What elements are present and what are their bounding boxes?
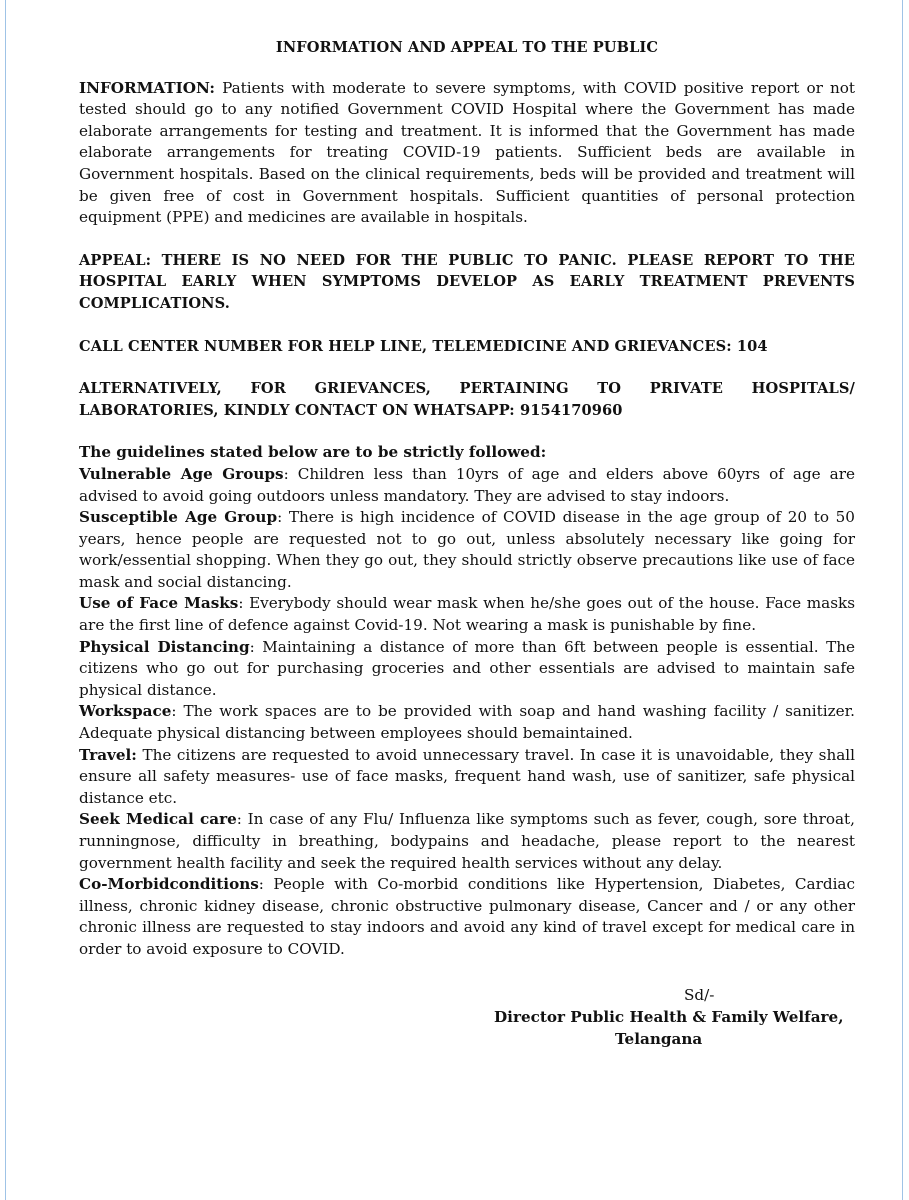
guideline-label: Susceptible Age Group <box>79 508 278 527</box>
left-margin-line <box>5 0 6 1200</box>
guideline-text: : The work spaces are to be provided with soap and hand washing facility / sanitizer. Adequate physical distancing between employees should bemaintained. <box>79 702 855 743</box>
guideline-label: Travel: <box>79 745 137 764</box>
whatsapp-paragraph: ALTERNATIVELY, FOR GRIEVANCES, PERTAINING TO PRIVATE HOSPITALS/ LABORATORIES, KINDLY CONTACT ON WHATSAPP: 9154170960 <box>79 380 855 419</box>
signature-block <box>494 984 854 1050</box>
guideline-co-morbid-conditions <box>79 874 855 960</box>
document-title: INFORMATION AND APPEAL TO THE PUBLIC <box>275 39 659 56</box>
information-label: INFORMATION: <box>79 78 215 97</box>
guidelines-section <box>79 442 855 960</box>
guideline-seek-medical-care <box>79 809 855 874</box>
guideline-label: Seek Medical care <box>79 810 237 829</box>
guideline-vulnerable-age-groups <box>79 464 855 507</box>
guideline-text: : Everybody should wear mask when he/she goes out of the house. Face masks are the first line of defence against Covid-19. Not wearing a mask is punishable by fine. <box>79 594 855 635</box>
signature-place: Telangana <box>615 1030 703 1048</box>
information-text: Patients with moderate to severe symptoms, with COVID positive report or not tested should go to any notified Government COVID Hospital where the Government has made elaborate arrangements for testing and treatment. It is informed that the Government has made elaborate arrangements for treating COVID-19 patients. Sufficient beds are available in Government hospitals. Based on the clinical requirements, beds will be provided and treatment will be given free of cost in Government hospitals. Sufficient quantities of personal protection equipment (PPE) and medicines are available in hospitals. <box>79 78 855 227</box>
guideline-label: Use of Face Masks <box>79 594 239 613</box>
call-center-paragraph: CALL CENTER NUMBER FOR HELP LINE, TELEMEDICINE AND GRIEVANCES: 104 <box>79 337 768 355</box>
right-margin-line <box>902 0 903 1200</box>
guideline-face-masks <box>79 593 855 636</box>
guideline-text: : In case of any Flu/ Influenza like symptoms such as fever, cough, sore throat, runningnose, difficulty in breathing, bodypains and headache, please report to the nearest government health facility and seek the required health services without any delay. <box>79 810 855 872</box>
signature-title: Director Public Health & Family Welfare, <box>494 1008 844 1026</box>
guidelines-heading: The guidelines stated below are to be strictly followed: <box>79 443 547 462</box>
guideline-physical-distancing <box>79 637 855 702</box>
guideline-text: : Children less than 10yrs of age and elders above 60yrs of age are advised to avoid going outdoors unless mandatory. They are advised to stay indoors. <box>79 464 855 505</box>
appeal-paragraph: APPEAL: THERE IS NO NEED FOR THE PUBLIC TO PANIC. PLEASE REPORT TO THE HOSPITAL EARLY WHEN SYMPTOMS DEVELOP AS EARLY TREATMENT PREVENTS COMPLICATIONS. <box>79 251 855 312</box>
guideline-text: : There is high incidence of COVID disease in the age group of 20 to 50 years, hence people are requested not to go out, unless absolutely necessary like going for work/essential shopping. When they go out, they should strictly observe precautions like use of face mask and social distancing. <box>79 508 855 591</box>
guideline-text: : Maintaining a distance of more than 6ft between people is essential. The citizens who go out for purchasing groceries and other essentials are advised to maintain safe physical distance. <box>79 637 855 699</box>
guideline-text: : People with Co-morbid conditions like Hypertension, Diabetes, Cardiac illness, chronic kidney disease, chronic obstructive pulmonary disease, Cancer and / or any other chronic illness are requested to stay indoors and avoid any kind of travel except for medical care in order to avoid exposure to COVID. <box>79 875 855 958</box>
signature-sd: Sd/- <box>684 986 715 1004</box>
guideline-label: Co-Morbidconditions <box>79 875 259 894</box>
guideline-text: The citizens are requested to avoid unnecessary travel. In case it is unavoidable, they shall ensure all safety measures- use of face masks, frequent hand wash, use of sanitizer, safe physical distance etc. <box>79 745 855 807</box>
guideline-workspace <box>79 701 855 744</box>
information-paragraph <box>79 78 855 229</box>
guideline-label: Physical Distancing <box>79 637 250 656</box>
guideline-label: Vulnerable Age Groups <box>79 464 284 483</box>
document-page <box>79 37 855 961</box>
guideline-label: Workspace <box>79 702 172 721</box>
guideline-susceptible-age-group <box>79 507 855 593</box>
guideline-travel <box>79 745 855 810</box>
